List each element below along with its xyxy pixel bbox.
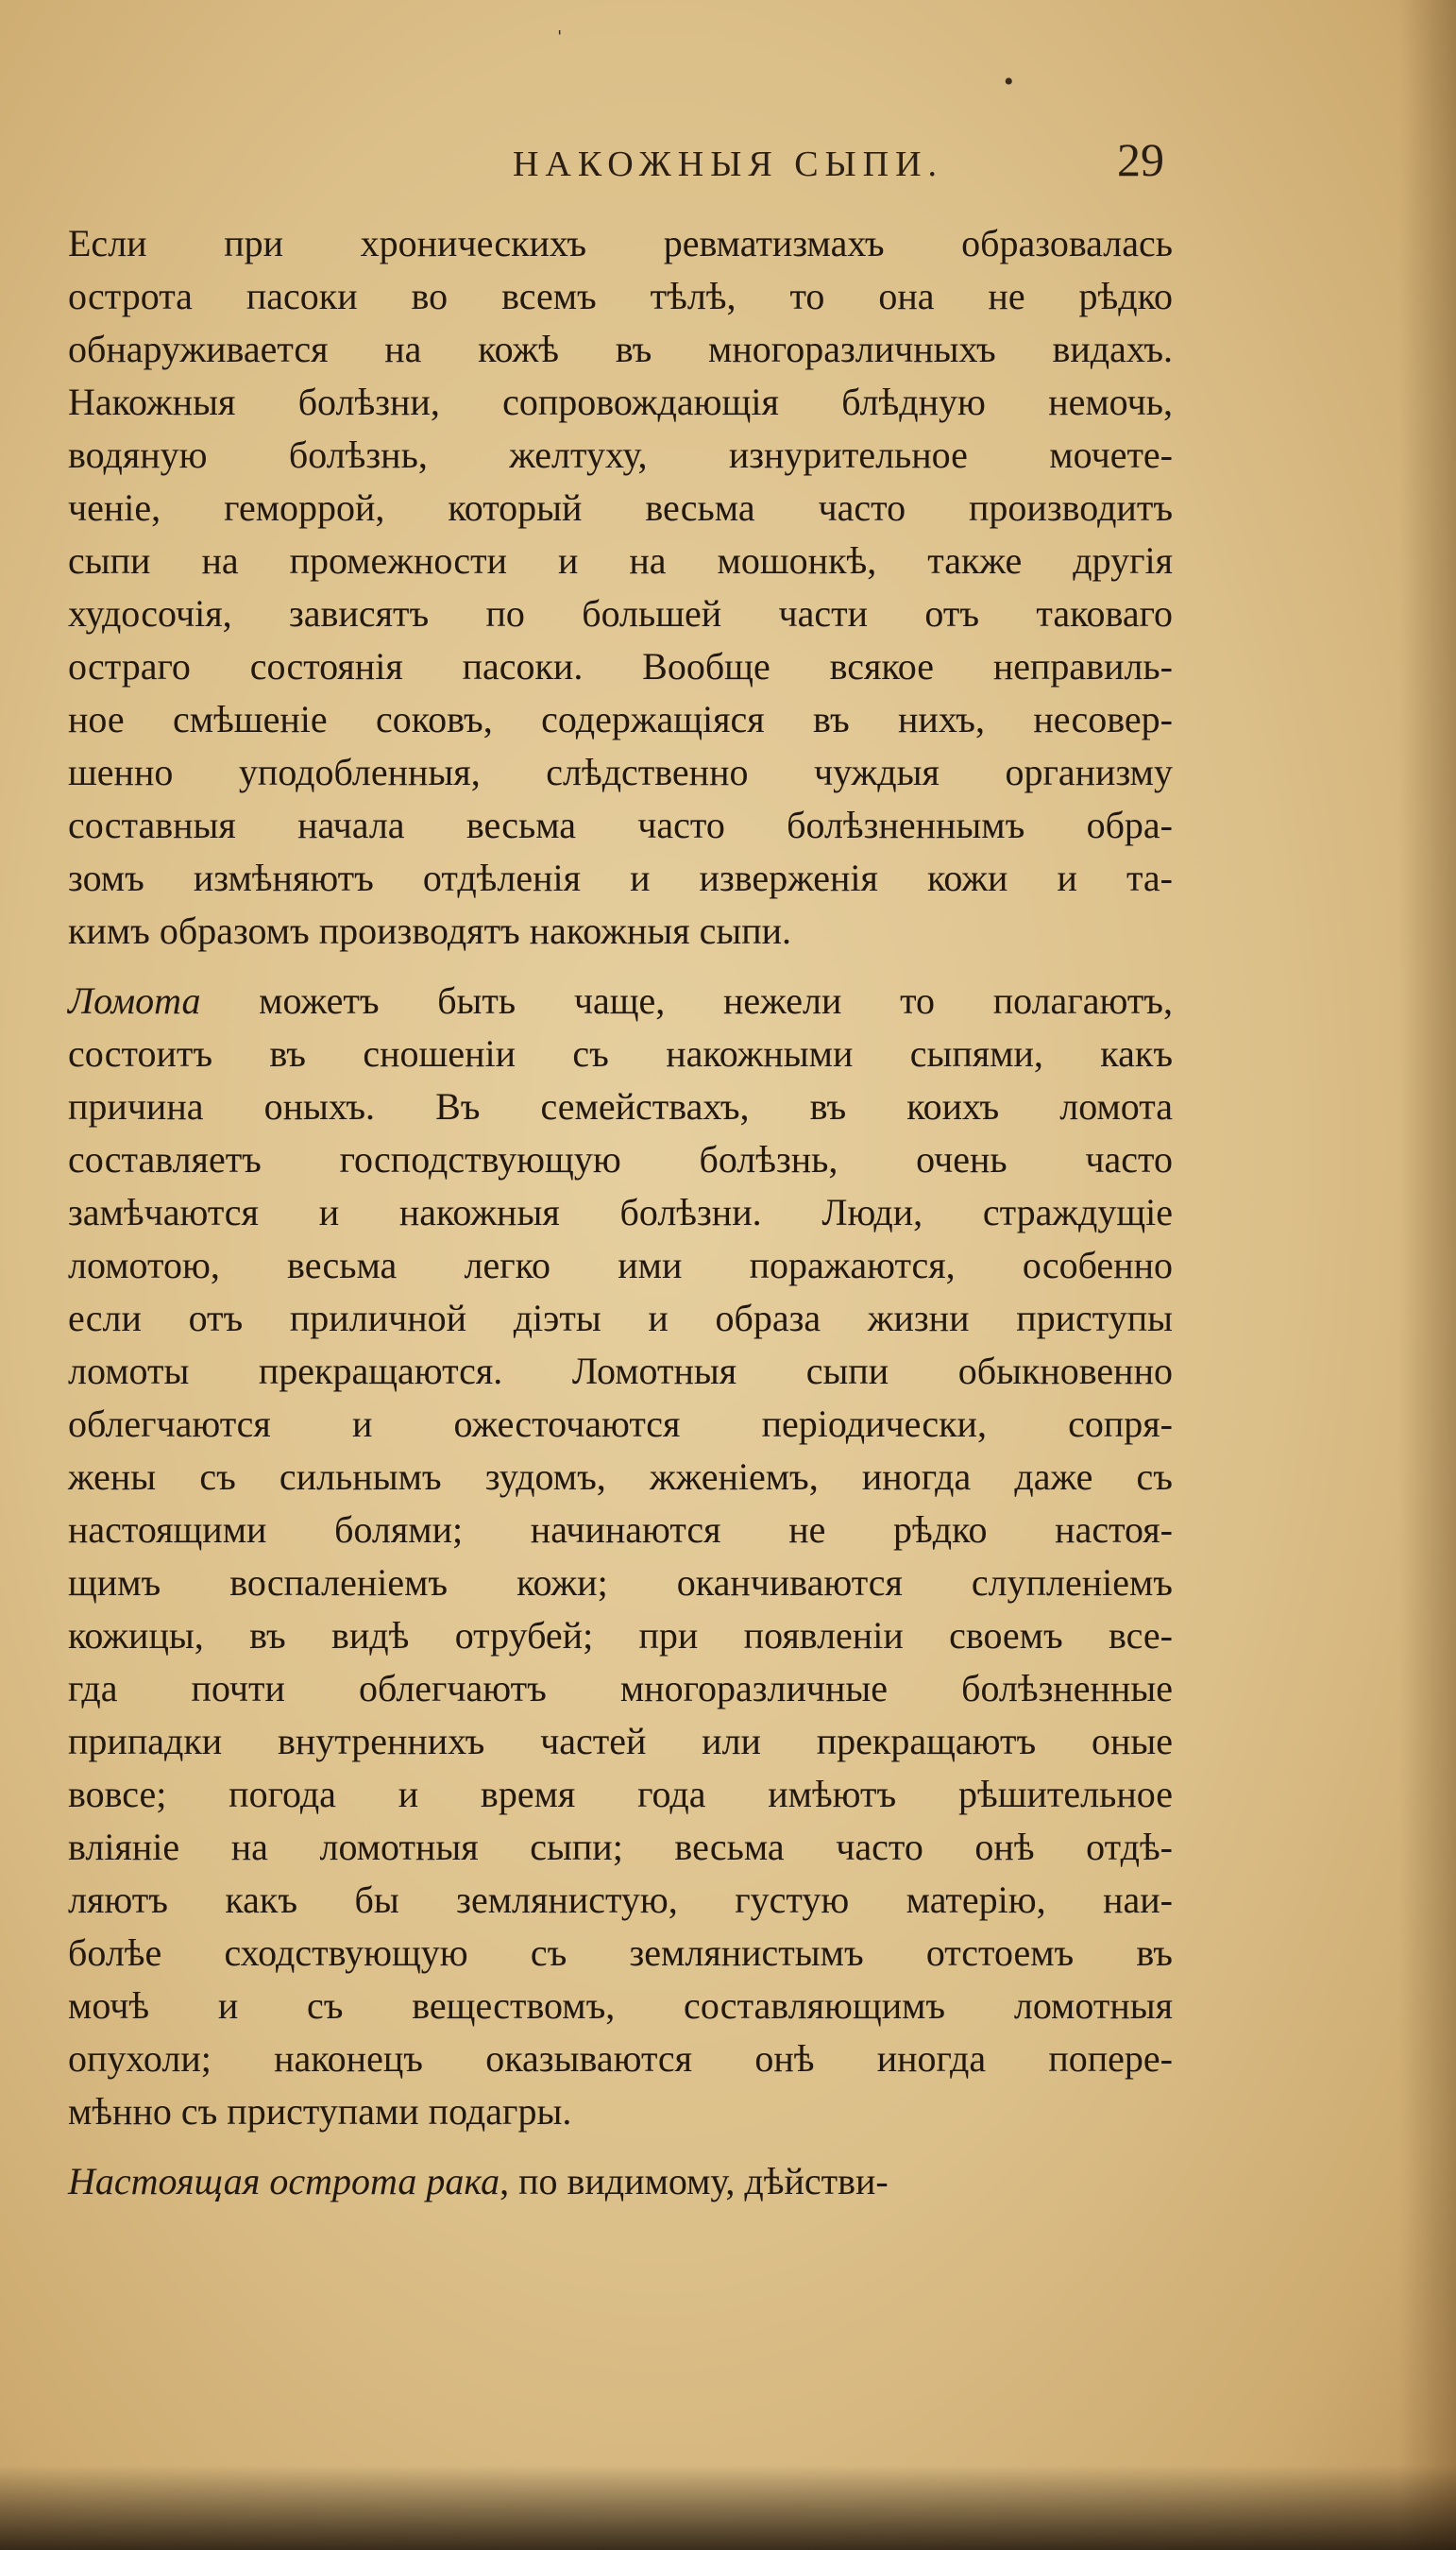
text-line: обнаруживается на кожѣ въ многоразличныхъ видахъ. — [68, 328, 1173, 370]
text-line: составляетъ господствующую болѣзнь, очень часто — [68, 1138, 1173, 1181]
text-line: ченіе, геморрой, который весьма часто производитъ — [68, 486, 1173, 529]
text-line: мочѣ и съ веществомъ, составляющимъ ломотныя — [68, 1984, 1173, 2027]
page-bottom-shadow — [0, 2465, 1456, 2550]
italic-lead: Ломота — [68, 979, 201, 1022]
text-line: настоящими болями; начинаются не рѣдко настоя- — [68, 1508, 1173, 1551]
text-line: ломотою, весьма легко ими поражаются, особенно — [68, 1244, 1173, 1286]
text-line: мѣнно съ приступами подагры. — [68, 2090, 572, 2133]
text-line: сыпи на промежности и на мошонкѣ, также другія — [68, 539, 1173, 582]
paragraph-2-first-line — [68, 975, 1173, 1028]
text-line: водяную болѣзнь, желтуху, изнурительное мочете- — [68, 434, 1173, 476]
text-line: составныя начала весьма часто болѣзненнымъ обра- — [68, 804, 1173, 846]
line-text: можетъ быть чаще, нежели то полагаютъ, — [200, 979, 1173, 1022]
text-line: причина оныхъ. Въ семействахъ, въ коихъ ломота — [68, 1085, 1173, 1128]
text-line: вовсе; погода и время года имѣютъ рѣшительное — [68, 1773, 1173, 1815]
running-title: НАКОЖНЫЯ СЫПИ. — [512, 144, 944, 184]
text-line: зомъ измѣняютъ отдѣленія и изверженія кожи и та- — [68, 857, 1173, 899]
text-line: если отъ приличной діэты и образа жизни приступы — [68, 1297, 1173, 1339]
text-line: болѣе сходствующую съ землянистымъ отстоемъ въ — [68, 1931, 1173, 1974]
text-line: Если при хроническихъ ревматизмахъ образовалась — [68, 222, 1173, 264]
paragraph-3-first-line — [68, 2155, 1173, 2208]
text-line: замѣчаются и накожныя болѣзни. Люди, страждущіе — [68, 1191, 1173, 1233]
text-line: кимъ образомъ производятъ накожныя сыпи. — [68, 910, 792, 952]
text-line: шенно уподобленныя, слѣдственно чуждыя организму — [68, 751, 1173, 793]
text-line: вліяніе на ломотныя сыпи; весьма часто онѣ отдѣ- — [68, 1826, 1173, 1868]
text-line: жены съ сильнымъ зудомъ, жженіемъ, иногда даже съ — [68, 1455, 1173, 1498]
text-line: кожицы, въ видѣ отрубей; при появленіи своемъ все- — [68, 1614, 1173, 1657]
paragraph-1 — [68, 217, 1173, 958]
italic-lead: Настоящая острота рака — [68, 2160, 500, 2202]
text-line: щимъ воспаленіемъ кожи; оканчиваются слупленіемъ — [68, 1561, 1173, 1604]
print-speck: ˈ — [555, 26, 565, 56]
page-number: 29 — [1117, 133, 1164, 186]
text-line: ляютъ какъ бы землянистую, густую матерію, наи- — [68, 1878, 1173, 1921]
paragraph-2 — [68, 975, 1173, 2138]
paragraph-3 — [68, 2155, 1173, 2208]
text-line: остраго состоянія пасоки. Вообще всякое неправиль- — [68, 645, 1173, 688]
line-text: , по видимому, дѣйстви- — [499, 2160, 889, 2202]
text-line: опухоли; наконецъ оказываются онѣ иногда попере- — [68, 2037, 1173, 2080]
page-edge-shadow — [1399, 0, 1456, 2550]
text-line: ное смѣшеніе соковъ, содержащіяся въ нихъ, несовер- — [68, 698, 1173, 740]
text-line: худосочія, зависятъ по большей части отъ таковаго — [68, 592, 1173, 635]
text-line: острота пасоки во всемъ тѣлѣ, то она не рѣдко — [68, 275, 1173, 317]
print-speck: • — [1004, 66, 1014, 97]
text-line: состоитъ въ сношеніи съ накожными сыпями, какъ — [68, 1032, 1173, 1075]
page-body — [68, 217, 1173, 2208]
text-line: припадки внутреннихъ частей или прекращаютъ оные — [68, 1720, 1173, 1762]
text-line: ломоты прекращаются. Ломотныя сыпи обыкновенно — [68, 1350, 1173, 1392]
text-line: облегчаются и ожесточаются періодически, сопря- — [68, 1402, 1173, 1445]
text-line: Накожныя болѣзни, сопровождающія блѣдную немочь, — [68, 381, 1173, 423]
text-line: гда почти облегчаютъ многоразличные болѣзненные — [68, 1667, 1173, 1709]
